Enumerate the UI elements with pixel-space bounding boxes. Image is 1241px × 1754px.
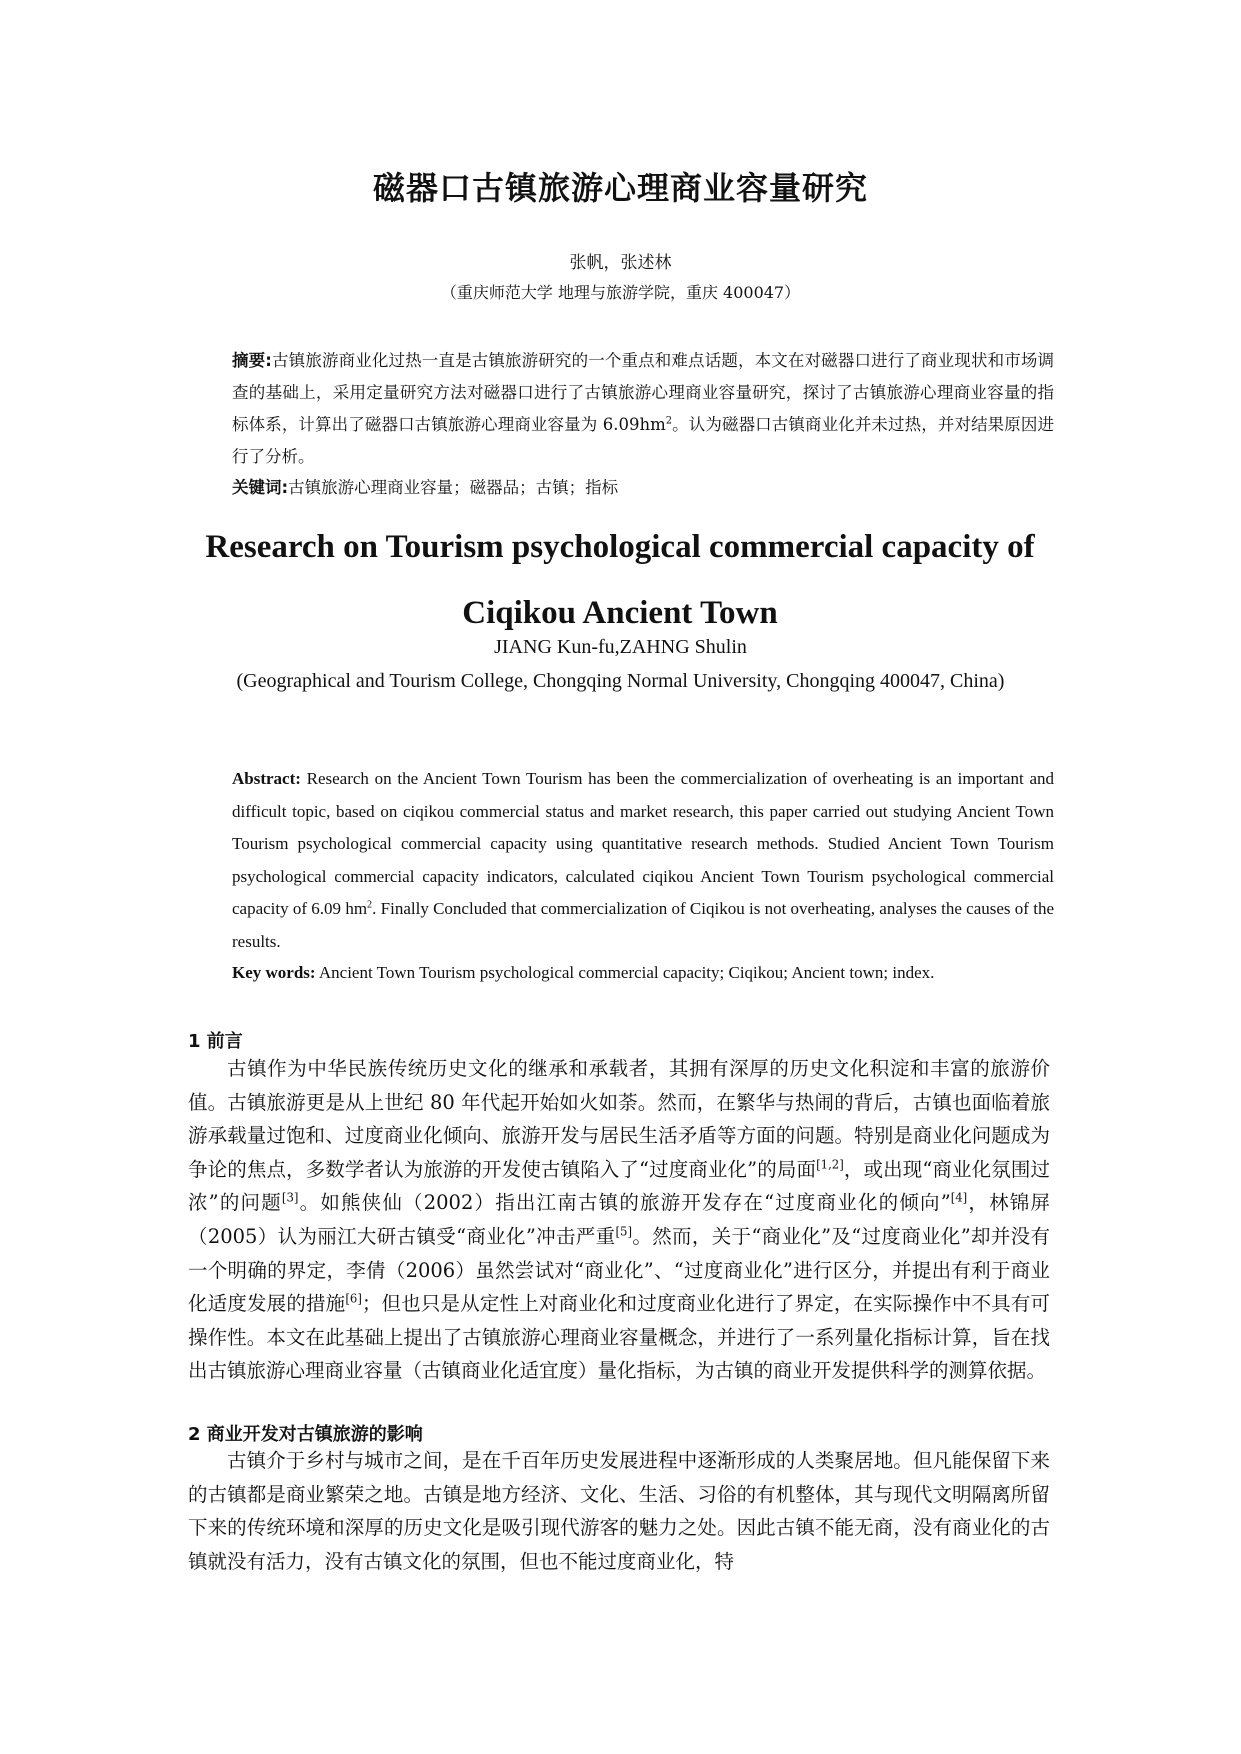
chinese-keywords-text: 古镇旅游心理商业容量；磁器品；古镇；指标 xyxy=(288,478,619,497)
english-abstract-label: Abstract: xyxy=(232,769,301,788)
section-2-heading: 2 商业开发对古镇旅游的影响 xyxy=(188,1424,423,1445)
english-affiliation: (Geographical and Tourism College, Chongqing Normal University, Chongqing 400047, China) xyxy=(236,670,1005,692)
section-1-text-6: ；但也只是从定性上对商业化和过度商业化进行了界定，在实际操作中不具有可操作性。本文在此基础上提出了古镇旅游心理商业容量概念，并进行了一系列量化指标计算，旨在找出古镇旅游心理商业容量（古镇商业化适宜度）量化指标，为古镇的商业开发提供科学的测算依据。 xyxy=(188,1292,1050,1383)
section-1-paragraph xyxy=(188,1052,1050,1388)
english-abstract xyxy=(232,763,1054,958)
english-keywords-label: Key words: xyxy=(232,963,316,982)
section-1-heading: 1 前言 xyxy=(188,1031,243,1052)
section-1-text-2: ，或出现“商业化氛围过浓”的问题 xyxy=(188,1157,1050,1215)
citation-1-2: [1,2] xyxy=(816,1157,844,1172)
citation-5: [5] xyxy=(615,1224,633,1239)
chinese-keywords-label: 关键词: xyxy=(232,478,289,497)
chinese-abstract-text-2: 。认为磁器口古镇商业化并未过热，并对结果原因进行了分析。 xyxy=(232,415,1055,466)
chinese-authors: 张帆，张述林 xyxy=(569,253,672,273)
section-1-text-5: 。然而，关于“商业化”及“过度商业化”却并没有一个明确的界定，李倩（2006）虽然尝试对“商业化”、“过度商业化”进行区分，并提出有利于商业化适度发展的措施 xyxy=(188,1224,1050,1316)
chinese-abstract xyxy=(232,345,1054,473)
chinese-abstract-label: 摘要: xyxy=(232,351,272,370)
chinese-abstract-text-1: 古镇旅游商业化过热一直是古镇旅游研究的一个重点和难点话题，本文在对磁器口进行了商业现状和市场调查的基础上，采用定量研究方法对磁器口进行了古镇旅游心理商业容量研究，探讨了古镇旅游心理商业容量的指标体系，计算出了磁器口古镇旅游心理商业容量为 6.09hm xyxy=(232,351,1054,434)
english-title: Research on Tourism psychological commercial capacity of Ciqikou Ancient Town xyxy=(205,529,1035,631)
english-abstract-sup: 2 xyxy=(367,899,373,911)
english-abstract-text-1: Research on the Ancient Town Tourism has been the commercialization of overheating is an important and difficult topic, based on ciqikou commercial status and market research, this paper carried out studying Ancient Town Tourism psychological commercial capacity using quantitative research methods. Studied Ancient Town Tourism psychological commercial capacity indicators, calculated ciqikou Ancient Town Tourism psychological commercial capacity of 6.09 hm xyxy=(232,769,1054,918)
section-1-text-3: 。如熊侠仙（2002）指出江南古镇的旅游开发存在“过度商业化的倾向” xyxy=(298,1191,951,1215)
chinese-keywords xyxy=(232,475,1054,501)
citation-6: [6] xyxy=(345,1291,362,1306)
english-keywords-text: Ancient Town Tourism psychological commercial capacity; Ciqikou; Ancient town; index. xyxy=(315,963,935,982)
section-2-paragraph: 古镇介于乡村与城市之间，是在千百年历史发展进程中逐渐形成的人类聚居地。但凡能保留下来的古镇都是商业繁荣之地。古镇是地方经济、文化、生活、习俗的有机整体，其与现代文明隔离所留下来的传统环境和深厚的历史文化是吸引现代游客的魅力之处。因此古镇不能无商，没有商业化的古镇就没有活力，没有古镇文化的氛围，但也不能过度商业化，特 xyxy=(188,1449,1050,1573)
citation-4: [4] xyxy=(950,1190,968,1205)
english-authors: JIANG Kun-fu,ZAHNG Shulin xyxy=(494,636,747,658)
section-2-body xyxy=(188,1444,1050,1578)
english-abstract-text-2: . Finally Concluded that commercialization of Ciqikou is not overheating, analyses the causes of the results. xyxy=(232,899,1055,951)
chinese-affiliation: （重庆师范大学 地理与旅游学院，重庆 400047） xyxy=(440,283,801,302)
section-1-text-1: 古镇作为中华民族传统历史文化的继承和承载者，其拥有深厚的历史文化积淀和丰富的旅游价值。古镇旅游更是从上世纪 80 年代起开始如火如荼。然而，在繁华与热闹的背后，古镇也面临着旅游承载量过饱和、过度商业化倾向、旅游开发与居民生活矛盾等方面的问题。特别是商业化问题成为争论的焦点，多数学者认为旅游的开发使古镇陷入了“过度商业化”的局面 xyxy=(188,1057,1050,1181)
section-1-text-4: ，林锦屏（2005）认为丽江大研古镇受“商业化”冲击严重 xyxy=(188,1191,1050,1248)
citation-3: [3] xyxy=(281,1190,299,1205)
chinese-title: 磁器口古镇旅游心理商业容量研究 xyxy=(372,169,868,207)
section-1-body xyxy=(188,1052,1050,1388)
english-keywords xyxy=(232,960,1054,986)
chinese-abstract-sup: 2 xyxy=(665,415,673,427)
